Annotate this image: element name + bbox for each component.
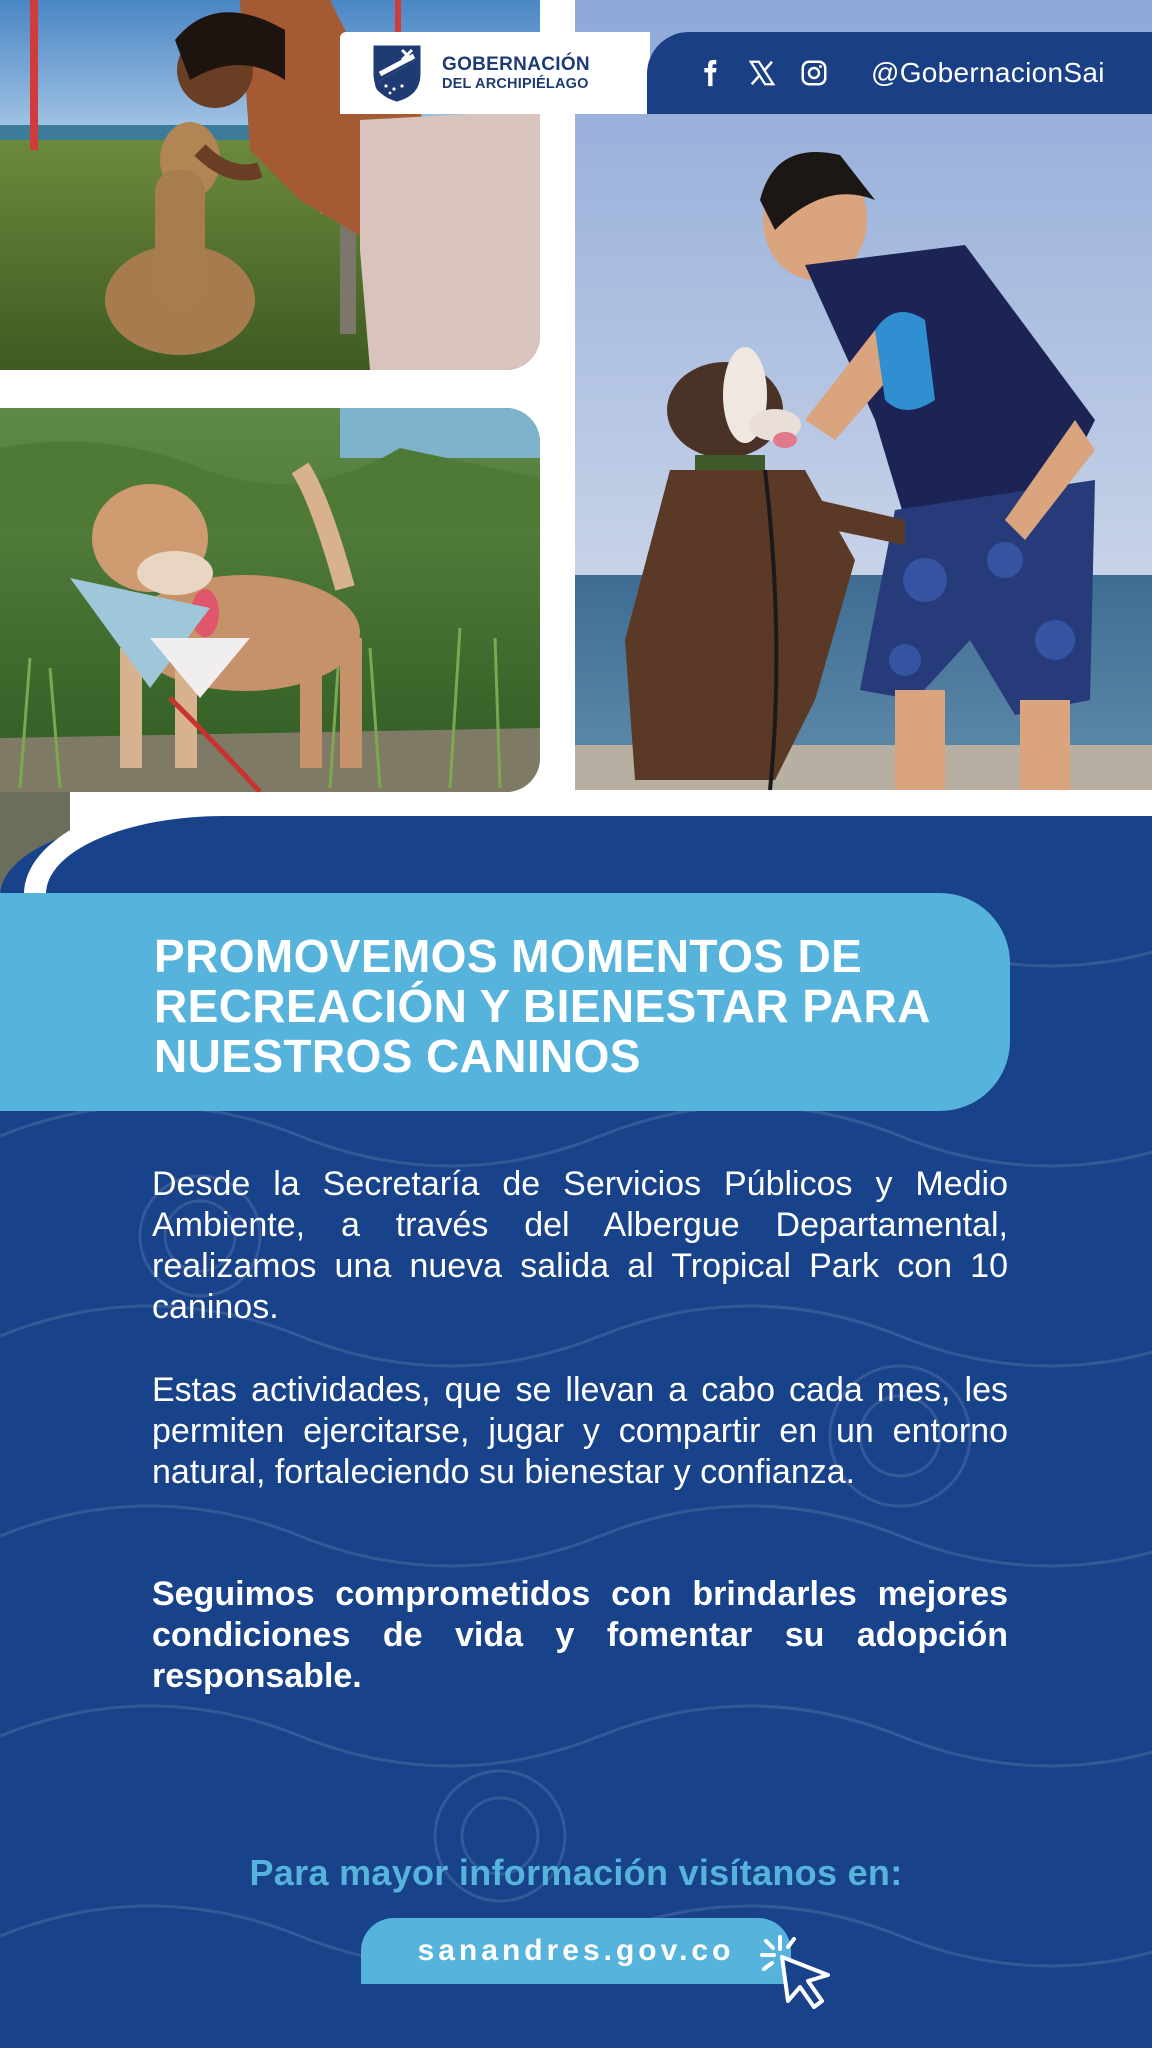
title-line-1: PROMOVEMOS MOMENTOS DE	[154, 930, 863, 982]
website-link-button[interactable]	[361, 1918, 791, 1984]
dog-with-bandana-photo	[0, 408, 540, 792]
body-paragraph-2: Estas actividades, que se llevan a cabo cada mes, les permiten ejercitarse, jugar y compartir en un entorno natural, fortaleciendo su bienestar y confianza.	[152, 1371, 1008, 1491]
young-man-with-dog-by-sea-photo	[575, 0, 1152, 790]
title-line-2: RECREACIÓN Y BIENESTAR PARA	[154, 980, 931, 1032]
social-handle[interactable]: @GobernacionSai	[871, 57, 1105, 88]
shield-icon	[372, 44, 422, 102]
cta-label: Para mayor información visítanos en:	[249, 1852, 903, 1893]
body-paragraph-3: Seguimos comprometidos con brindarles mejores condiciones de vida y fomentar su adopción responsable.	[152, 1575, 1008, 1695]
title-banner	[0, 893, 1010, 1111]
website-url[interactable]: sanandres.gov.co	[417, 1934, 735, 1967]
logo-wordmark	[442, 54, 590, 92]
logo-line-1: GOBERNACIÓN	[442, 54, 590, 76]
facebook-icon[interactable]	[695, 58, 725, 88]
logo[interactable]	[340, 32, 650, 114]
social-bar	[647, 32, 1152, 114]
x-icon[interactable]	[747, 58, 777, 88]
cursor-click-icon	[758, 1933, 842, 2017]
instagram-icon[interactable]	[799, 58, 829, 88]
body-paragraph-1: Desde la Secretaría de Servicios Públicos y Medio Ambiente, a través del Albergue Departamental, realizamos una nueva salida al Tropical Park con 10 caninos.	[152, 1165, 1008, 1326]
logo-line-2: DEL ARCHIPIÉLAGO	[442, 75, 589, 92]
page-title	[154, 931, 1010, 1081]
title-line-3: NUESTROS CANINOS	[154, 1030, 641, 1082]
